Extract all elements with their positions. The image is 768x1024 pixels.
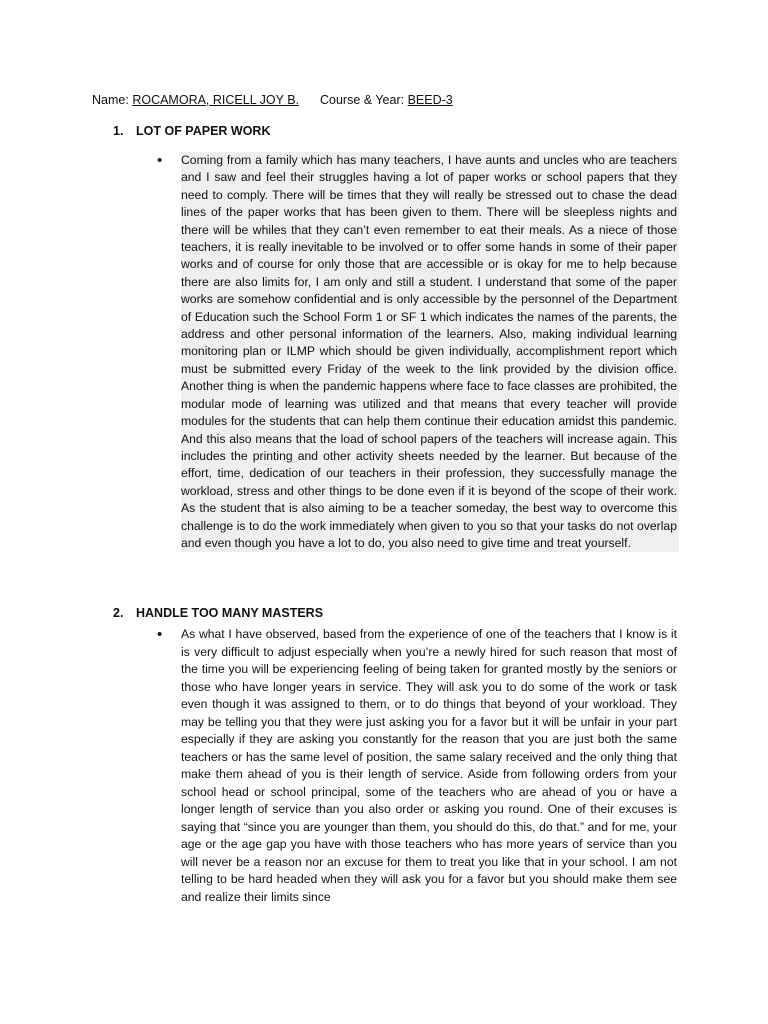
- section-heading-2: [113, 606, 323, 620]
- name-label: Name:: [92, 93, 129, 107]
- section-number: 1.: [113, 124, 124, 138]
- section-number: 2.: [113, 606, 124, 620]
- section-2-paragraph: As what I have observed, based from the experience of one of the teachers that I know is it is very difficult to adjust especially when you’re a newly hired for such reason that most of the time you will be experiencing feeling of being taken for granted mostly by the seniors or those who have longer years in service. They will ask you to do some of the work or task even though it was assigned to them, or to do things that beyond of your workload. They may be telling you that they were just asking you for a favor but it will be unfair in your part especially if they are asking you constantly for the reason that you are just both the same teachers or has the same level of position, the same salary received and the only thing that make them ahead of you is their length of service. Aside from following orders from your school head or school principal, some of the teachers who are ahead of you or have a longer length of service than you also order or asking you round. One of their excuses is saying that “since you are younger than them, you should do this, do that.” and for me, your age or the age gap you have with those teachers who has more years of service than you will never be a reason nor an excuse for them to treat you like that in your school. I am not telling to be hard headed when they will ask you for a favor but you should make them see and realize their limits since: [181, 627, 677, 904]
- course-year-value: BEED-3: [407, 93, 453, 107]
- section-1-paragraph: Coming from a family which has many teachers, I have aunts and uncles who are teachers and I saw and feel their struggles having a lot of paper works or school papers that they need to comply. There will be times that they will really be stressed out to chase the dead lines of the paper works that has been given to them. There will be sleepless nights and there will be whiles that they can’t even remember to eat their meals. As a niece of those teachers, it is really inevitable to be involved or to offer some hands in some of their paper works and of course for only those that are accessible or is okay for me to help because there are also limits for, I am only and still a student. I understand that some of the paper works are somehow confidential and is only accessible by the personnel of the Department of Education such the School Form 1 or SF 1 which indicates the names of the parents, the address and other personal information of the learners. Also, making individual learning monitoring plan or ILMP which should be given individually, accomplishment report which must be submitted every Friday of the week to the link provided by the division office. Another thing is when the pandemic happens where face to face classes are prohibited, the modular mode of learning was utilized and that means that every teacher will provide modules for the students that can help them continue their education amidst this pandemic. And this also means that the load of school papers of the teachers will increase again. This includes the printing and other activity sheets needed by the learner. But because of the effort, time, dedication of our teachers in their profession, they successfully manage the workload, stress and other things to be done even if it is beyond of the scope of their work. As the student that is also aiming to be a teacher someday, the best way to overcome this challenge is to do the work immediately when given to you so that your tasks do not overlap and even though you have a lot to do, you also need to give time and treat yourself.: [181, 152, 679, 552]
- course-year-label: Course & Year:: [320, 93, 405, 107]
- student-name: ROCAMORA, RICELL JOY B.: [132, 93, 300, 107]
- section-title: HANDLE TOO MANY MASTERS: [136, 606, 324, 620]
- section-title: LOT OF PAPER WORK: [136, 124, 271, 138]
- section-heading-1: [113, 124, 271, 138]
- student-header: [92, 93, 453, 107]
- bullet-icon: •: [157, 152, 163, 169]
- bullet-icon: •: [157, 626, 163, 643]
